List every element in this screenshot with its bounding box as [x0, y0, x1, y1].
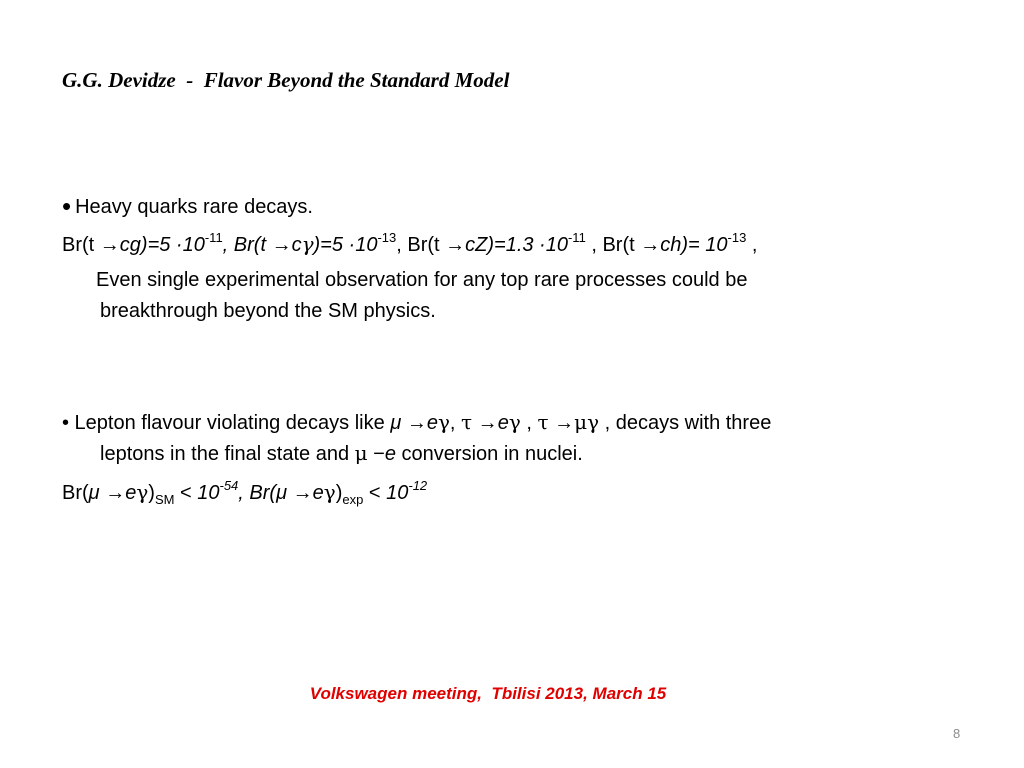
br-separator: , Br(	[238, 482, 277, 504]
mu-symbol: μ	[574, 410, 588, 434]
br-value: 10	[197, 482, 220, 504]
br-value: c	[291, 234, 302, 256]
footer-event: Volkswagen meeting, Tbilisi 2013, March 15	[309, 684, 667, 703]
arrow-symbol: →	[287, 482, 313, 504]
arrow-symbol: →	[472, 412, 498, 434]
arrow-symbol: →	[445, 234, 466, 256]
less-than: <	[174, 482, 198, 504]
br-separator: ,	[746, 234, 758, 256]
electron-symbol: e	[497, 412, 509, 434]
subscript-sm: SM	[154, 492, 175, 507]
text: leptons in the final state and	[100, 443, 355, 465]
electron-symbol: e	[384, 443, 396, 465]
gamma-symbol: γ	[437, 410, 450, 434]
dash-symbol: −	[367, 443, 385, 465]
br-text: Br(t	[62, 234, 100, 256]
arrow-symbol: →	[640, 234, 661, 256]
electron-symbol: e	[426, 412, 438, 434]
lepton-branching-ratios	[62, 480, 427, 505]
exponent: -54	[219, 478, 239, 494]
electron-symbol: e	[312, 482, 324, 504]
top-branching-ratios	[62, 232, 757, 257]
lepton-line-2	[100, 441, 583, 466]
electron-symbol: e	[125, 482, 137, 504]
separator: ,	[449, 412, 462, 434]
mu-symbol: μ	[354, 441, 368, 465]
exponent: -13	[727, 230, 747, 246]
gamma-symbol: γ	[587, 410, 600, 434]
less-than: <	[363, 482, 387, 504]
br-text: Br(	[62, 482, 89, 504]
exponent: -11	[567, 230, 586, 246]
tau-symbol: τ	[461, 410, 473, 434]
bullet-text: , decays with three	[599, 412, 772, 434]
paren: )	[148, 482, 155, 504]
br-separator: , Br(t	[222, 234, 272, 256]
br-value: )=5 ·10	[313, 234, 378, 256]
gamma-symbol: γ	[508, 410, 521, 434]
br-separator: , Br(t	[585, 234, 641, 256]
exponent: -12	[408, 478, 428, 494]
arrow-symbol: →	[401, 412, 427, 434]
text: conversion in nuclei.	[396, 443, 583, 465]
bullet-text: • Lepton flavour violating decays like	[62, 412, 391, 434]
mu-symbol: μ	[88, 482, 100, 504]
br-value: cZ)=1.3 ·10	[465, 234, 568, 256]
separator: ,	[520, 412, 538, 434]
bullet-icon: •	[62, 191, 72, 221]
arrow-symbol: →	[99, 234, 120, 256]
arrow-symbol: →	[99, 482, 126, 504]
page-number: 8	[953, 726, 961, 741]
mu-symbol: μ	[276, 482, 288, 504]
bullet-heavy-quarks	[62, 191, 313, 221]
br-separator: , Br(t	[396, 234, 446, 256]
slide-title: G.G. Devidze - Flavor Beyond the Standard Model	[62, 68, 510, 92]
gamma-symbol: γ	[301, 232, 314, 256]
exponent: -13	[377, 230, 397, 246]
gamma-symbol: γ	[136, 480, 149, 504]
br-value: cg)=5 ·10	[119, 234, 205, 256]
bullet-lepton-flavour	[62, 410, 771, 435]
mu-symbol: μ	[390, 412, 402, 434]
tau-symbol: τ	[537, 410, 549, 434]
exponent: -11	[204, 230, 223, 246]
paren: )	[335, 482, 343, 504]
paragraph-line-2: breakthrough beyond the SM physics.	[100, 300, 436, 322]
br-value: ch)= 10	[660, 234, 728, 256]
subscript-exp: exp	[342, 492, 364, 507]
bullet-heading: Heavy quarks rare decays.	[75, 196, 313, 218]
arrow-symbol: →	[271, 234, 292, 256]
br-value: 10	[386, 482, 409, 504]
arrow-symbol: →	[548, 412, 575, 434]
gamma-symbol: γ	[323, 480, 336, 504]
paragraph-line-1: Even single experimental observation for any top rare processes could be	[96, 269, 748, 291]
